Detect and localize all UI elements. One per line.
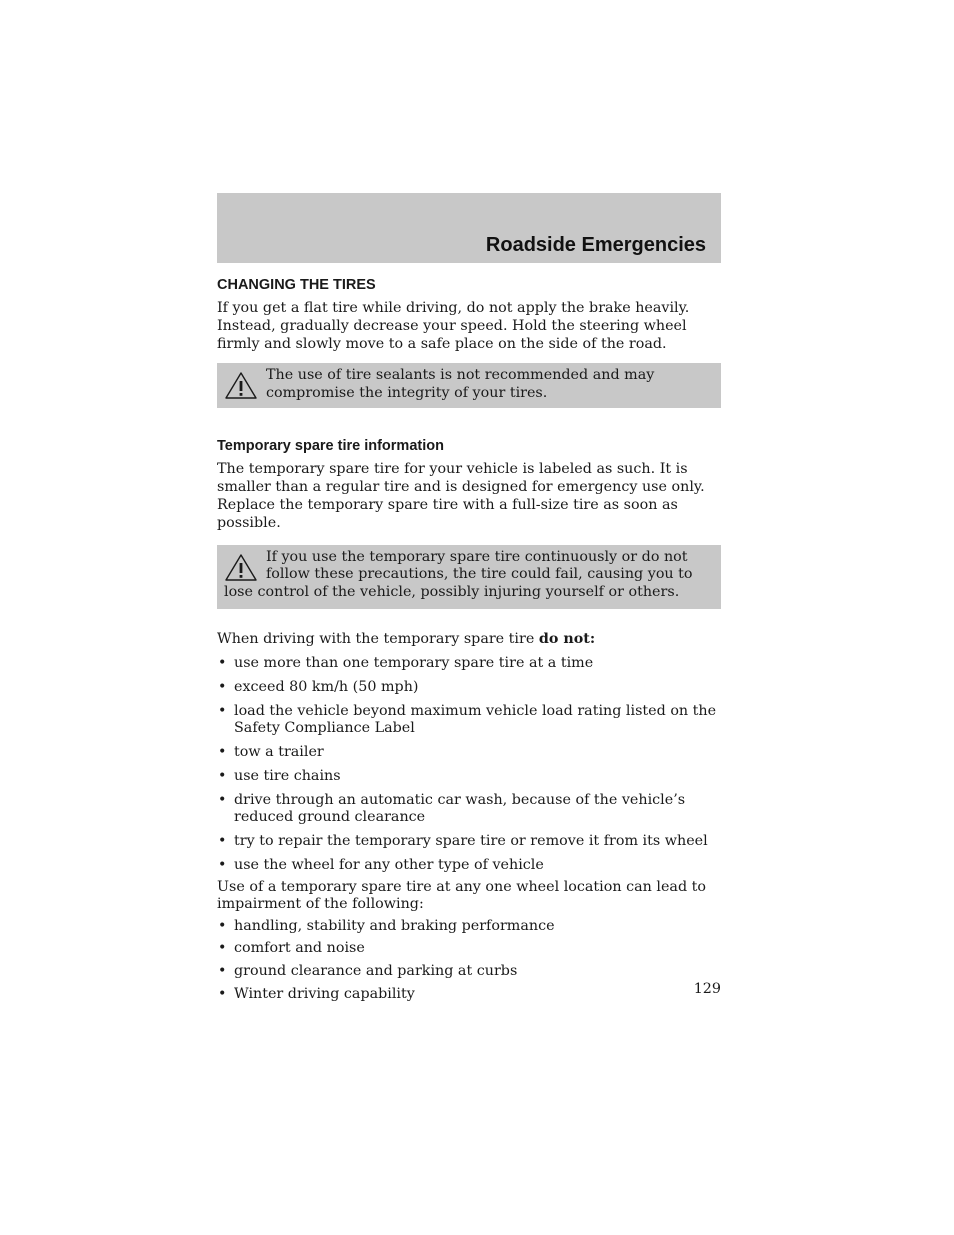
bullet: • (218, 986, 227, 1003)
section-heading: CHANGING THE TIRES (217, 277, 376, 293)
warning-box-spare (217, 545, 721, 609)
list-item-text: handling, stability and braking performance (234, 917, 555, 934)
list-item (217, 655, 721, 673)
impairment-list (217, 918, 721, 1004)
list-item-text: drive through an automatic car wash, because of the vehicle’s reduced ground clearance (234, 791, 686, 826)
bullet: • (218, 655, 227, 672)
list-item-text: ground clearance and parking at curbs (234, 963, 518, 980)
list-item (217, 833, 721, 851)
bullet: • (218, 702, 227, 719)
bullet: • (218, 678, 227, 695)
impairment-intro: Use of a temporary spare tire at any one wheel location can lead to impairment of the following: (217, 879, 706, 912)
list-item-text: tow a trailer (234, 743, 324, 760)
list-item (217, 792, 721, 827)
list-item (217, 986, 721, 1004)
list-item (217, 679, 721, 697)
list-item (217, 940, 721, 958)
subsection-intro: The temporary spare tire for your vehicle is labeled as such. It is smaller than a regular tire and is designed for emergency use only. Replace the temporary spare tire with a full-size tire as soon as possible. (217, 461, 705, 531)
list-item-text: load the vehicle beyond maximum vehicle load rating listed on the Safety Compliance Label (234, 702, 717, 737)
warning-box-sealants (217, 363, 721, 408)
do-not-list (217, 655, 721, 874)
bullet: • (218, 767, 227, 784)
do-not-lead: When driving with the temporary spare tire (217, 630, 539, 647)
bullet: • (218, 963, 227, 980)
list-item-text: use more than one temporary spare tire at a time (234, 655, 594, 672)
page-number: 129 (693, 981, 721, 997)
warning-triangle-icon (224, 553, 258, 583)
page-title: Roadside Emergencies (485, 234, 706, 256)
section-intro: If you get a flat tire while driving, do not apply the brake heavily. Instead, gradually decrease your speed. Hold the steering wheel firmly and slowly move to a safe place on the side of the road. (217, 300, 690, 352)
bullet: • (218, 917, 227, 934)
do-not-intro (217, 631, 721, 649)
list-item (217, 744, 721, 762)
header-band (217, 193, 721, 263)
list-item (217, 963, 721, 981)
list-item (217, 703, 721, 738)
list-item-text: use tire chains (234, 767, 341, 784)
subsection-heading: Temporary spare tire information (217, 438, 444, 455)
bullet: • (218, 856, 227, 873)
main-content (217, 276, 721, 1004)
list-item-text: Winter driving capability (234, 986, 415, 1003)
list-item (217, 768, 721, 786)
list-item-text: use the wheel for any other type of vehicle (234, 856, 544, 873)
list-item-text: try to repair the temporary spare tire or remove it from its wheel (234, 832, 708, 849)
list-item (217, 918, 721, 936)
bullet: • (218, 791, 227, 808)
bullet: • (218, 832, 227, 849)
warning-triangle-icon (224, 371, 258, 401)
bullet: • (218, 743, 227, 760)
list-item (217, 857, 721, 875)
list-item-text: exceed 80 km/h (50 mph) (234, 678, 419, 695)
list-item-text: comfort and noise (234, 940, 365, 957)
warning-text-spare: If you use the temporary spare tire continuously or do not follow these precautions, the tire could fail, causing you to lose control of the vehicle, possibly injuring yourself or others. (224, 548, 693, 601)
warning-text-sealants: The use of tire sealants is not recommended and may compromise the integrity of your tires. (266, 367, 655, 402)
bullet: • (218, 940, 227, 957)
do-not-bold: do not: (538, 630, 596, 647)
